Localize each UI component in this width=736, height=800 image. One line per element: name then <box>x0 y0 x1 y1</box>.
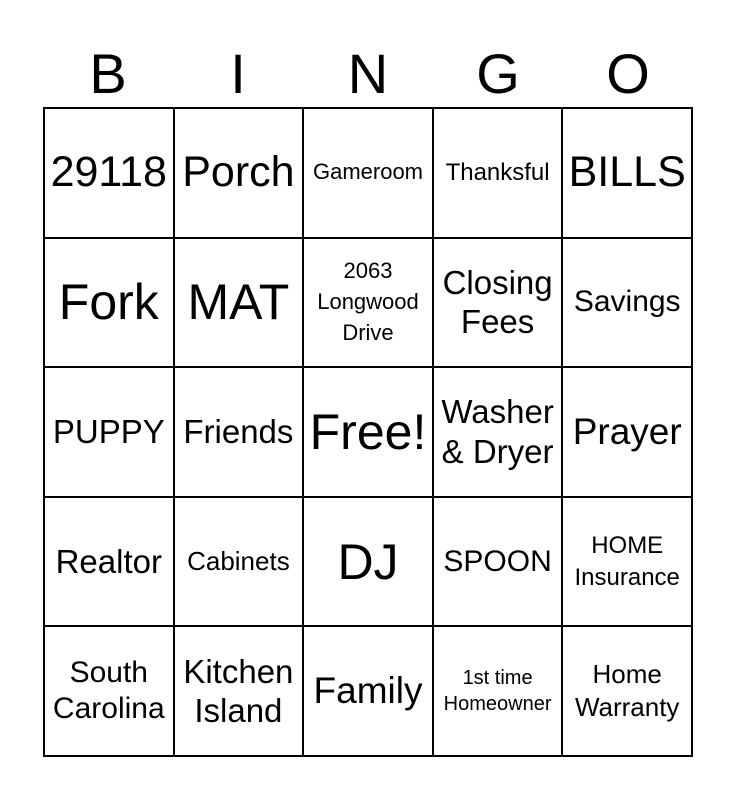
bingo-cell[interactable]: Family <box>303 626 433 756</box>
header-letter-b: B <box>89 42 127 105</box>
bingo-cell[interactable]: 2063 Longwood Drive <box>303 238 433 368</box>
bingo-cell[interactable]: Thanksful <box>433 108 563 238</box>
bingo-cell[interactable]: Realtor <box>44 497 174 627</box>
bingo-cell[interactable]: Prayer <box>562 367 692 497</box>
free-space[interactable]: Free! <box>303 367 433 497</box>
bingo-cell[interactable]: South Carolina <box>44 626 174 756</box>
header-letter-g: G <box>476 42 520 105</box>
bingo-cell[interactable]: Friends <box>174 367 304 497</box>
header-letter-n: N <box>347 42 389 105</box>
bingo-header <box>43 40 693 108</box>
bingo-board <box>43 107 693 757</box>
bingo-cell[interactable]: BILLS <box>562 108 692 238</box>
bingo-cell[interactable]: Closing Fees <box>433 238 563 368</box>
bingo-cell[interactable]: HOME Insurance <box>562 497 692 627</box>
bingo-cell[interactable]: Washer & Dryer <box>433 367 563 497</box>
bingo-cell[interactable]: Kitchen Island <box>174 626 304 756</box>
bingo-cell[interactable]: Fork <box>44 238 174 368</box>
bingo-cell[interactable]: MAT <box>174 238 304 368</box>
bingo-cell[interactable]: 29118 <box>44 108 174 238</box>
bingo-cell[interactable]: 1st time Homeowner <box>433 626 563 756</box>
header-letter-o: O <box>606 42 650 105</box>
header-letter-i: I <box>230 42 246 105</box>
bingo-cell[interactable]: Porch <box>174 108 304 238</box>
bingo-cell[interactable]: DJ <box>303 497 433 627</box>
bingo-cell[interactable]: Gameroom <box>303 108 433 238</box>
bingo-cell[interactable]: Cabinets <box>174 497 304 627</box>
bingo-cell[interactable]: Savings <box>562 238 692 368</box>
bingo-cell[interactable]: PUPPY <box>44 367 174 497</box>
bingo-cell[interactable]: SPOON <box>433 497 563 627</box>
bingo-cell[interactable]: Home Warranty <box>562 626 692 756</box>
